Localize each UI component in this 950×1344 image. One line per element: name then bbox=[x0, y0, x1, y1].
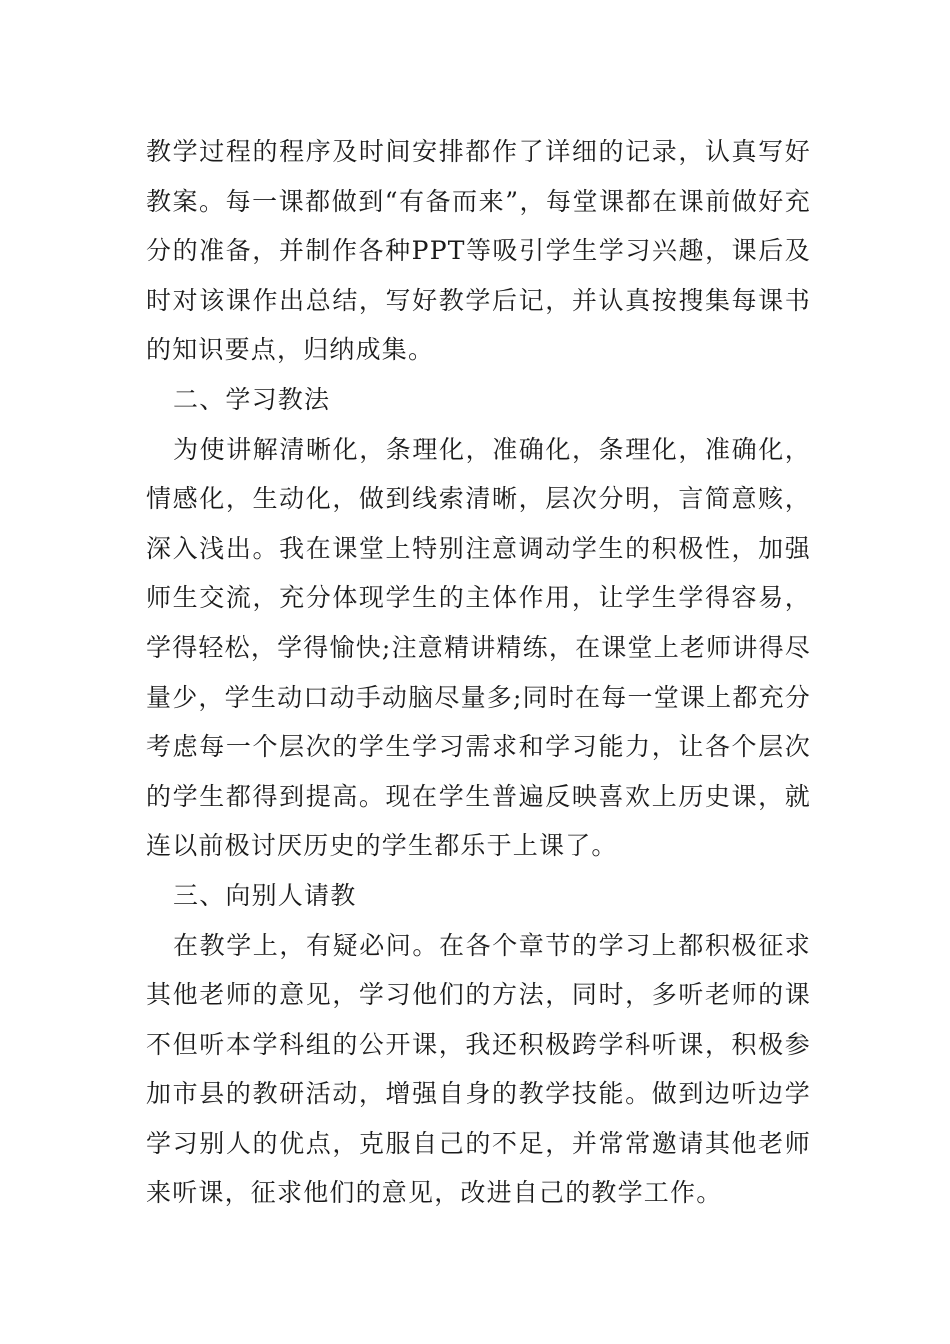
document-body bbox=[146, 127, 811, 1218]
paragraph-teaching-methods: 为使讲解清晰化，条理化，准确化，条理化，准确化，情感化，生动化，做到线索清晰，层次分明，言简意赅，深入浅出。我在课堂上特别注意调动学生的积极性，加强师生交流，充分体现学生的主体作用，让学生学得容易，学得轻松，学得愉快;注意精讲精练，在课堂上老师讲得尽量少，学生动口动手动脑尽量多;同时在每一堂课上都充分考虑每一个层次的学生学习需求和学习能力，让各个层次的学生都得到提高。现在学生普遍反映喜欢上历史课，就连以前极讨厌历史的学生都乐于上课了。 bbox=[146, 434, 811, 861]
paragraph-consult-others: 在教学上，有疑必问。在各个章节的学习上都积极征求其他老师的意见，学习他们的方法，同时，多听老师的课不但听本学科组的公开课，我还积极跨学科听课，积极参加市县的教研活动，增强自身的教学技能。做到边听边学学习别人的优点，克服自己的不足，并常常邀请其他老师来听课，征求他们的意见，改进自己的教学工作。 bbox=[146, 930, 811, 1208]
paragraph-lesson-preparation: 教学过程的程序及时间安排都作了详细的记录，认真写好教案。每一课都做到“有备而来”，每堂课都在课前做好充分的准备，并制作各种PPT等吸引学生学习兴趣，课后及时对该课作出总结，写好教学后记，并认真按搜集每课书的知识要点，归纳成集。 bbox=[146, 137, 811, 365]
section-heading-consult-others: 三、向别人请教 bbox=[173, 880, 357, 910]
section-heading-teaching-methods: 二、学习教法 bbox=[173, 384, 331, 414]
